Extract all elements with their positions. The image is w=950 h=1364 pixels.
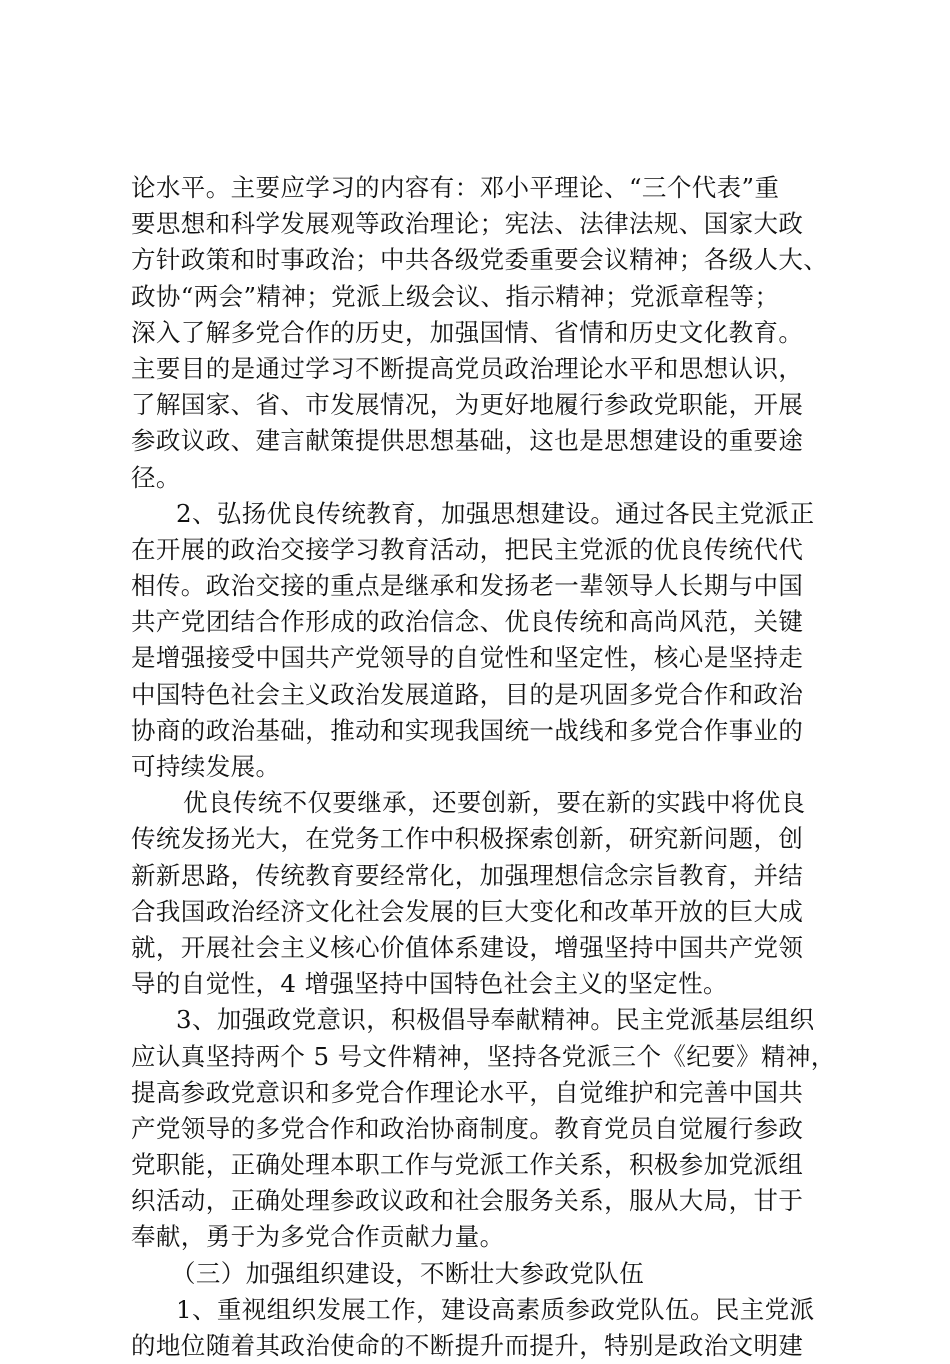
text-line: 优良传统不仅要继承，还要创新，要在新的实践中将优良 bbox=[183, 788, 806, 818]
text-line: 奉献，勇于为多党合作贡献力量。 bbox=[131, 1222, 505, 1252]
text-line: 产党领导的多党合作和政治协商制度。教育党员自觉履行参政 bbox=[131, 1113, 804, 1143]
text-line: 2、弘扬优良传统教育，加强思想建设。通过各民主党派正 bbox=[176, 498, 815, 528]
text-line: 共产党团结合作形成的政治信念、优良传统和高尚风范，关键 bbox=[131, 607, 804, 637]
text-line: 织活动，正确处理参政议政和社会服务关系，服从大局，甘于 bbox=[131, 1186, 804, 1216]
text-line: 政协“两会”精神；党派上级会议、指示精神；党派章程等； bbox=[131, 281, 780, 311]
text-line: 导的自觉性，4 增强坚持中国特色社会主义的坚定性。 bbox=[131, 969, 728, 999]
text-line: 提高参政党意识和多党合作理论水平，自觉维护和完善中国共 bbox=[131, 1077, 804, 1107]
text-line: 合我国政治经济文化社会发展的巨大变化和改革开放的巨大成 bbox=[131, 896, 804, 926]
text-line: 3、加强政党意识，积极倡导奉献精神。民主党派基层组织 bbox=[176, 1005, 815, 1035]
text-line: 的地位随着其政治使命的不断提升而提升，特别是政治文明建 bbox=[131, 1331, 804, 1360]
text-line: 新新思路，传统教育要经常化，加强理想信念宗旨教育，并结 bbox=[131, 860, 804, 890]
text-line: 协商的政治基础，推动和实现我国统一战线和多党合作事业的 bbox=[131, 715, 804, 745]
text-line: 可持续发展。 bbox=[131, 752, 281, 781]
text-line: 应认真坚持两个 5 号文件精神，坚持各党派三个《纪要》精神， bbox=[131, 1041, 836, 1071]
text-line: 论水平。主要应学习的内容有：邓小平理论、“三个代表”重 bbox=[131, 173, 780, 202]
text-line: 就，开展社会主义核心价值体系建设，增强坚持中国共产党领 bbox=[131, 932, 804, 962]
text-line: 径。 bbox=[131, 462, 181, 492]
text-line: 方针政策和时事政治；中共各级党委重要会议精神；各级人大、 bbox=[131, 245, 829, 275]
text-line: 党职能，正确处理本职工作与党派工作关系，积极参加党派组 bbox=[131, 1150, 804, 1180]
text-line: 1、重视组织发展工作，建设高素质参政党队伍。民主党派 bbox=[176, 1294, 815, 1324]
text-line: 深入了解多党合作的历史，加强国情、省情和历史文化教育。 bbox=[131, 317, 804, 347]
text-line: 了解国家、省、市发展情况，为更好地履行参政党职能，开展 bbox=[131, 390, 804, 420]
text-line: 要思想和科学发展观等政治理论；宪法、法律法规、国家大政 bbox=[131, 209, 804, 239]
text-line: 中国特色社会主义政治发展道路，目的是巩固多党合作和政治 bbox=[131, 679, 804, 709]
text-line: 参政议政、建言献策提供思想基础，这也是思想建设的重要途 bbox=[131, 426, 804, 456]
document-body bbox=[131, 170, 835, 1364]
text-line: （三）加强组织建设，不断壮大参政党队伍 bbox=[171, 1258, 645, 1288]
text-line: 传统发扬光大，在党务工作中积极探索创新，研究新问题，创 bbox=[131, 824, 804, 854]
text-line: 在开展的政治交接学习教育活动，把民主党派的优良传统代代 bbox=[131, 534, 804, 564]
text-line: 相传。政治交接的重点是继承和发扬老一辈领导人长期与中国 bbox=[131, 571, 804, 601]
text-line: 主要目的是通过学习不断提高党员政治理论水平和思想认识， bbox=[131, 353, 804, 383]
text-line: 是增强接受中国共产党领导的自觉性和坚定性，核心是坚持走 bbox=[131, 643, 804, 673]
